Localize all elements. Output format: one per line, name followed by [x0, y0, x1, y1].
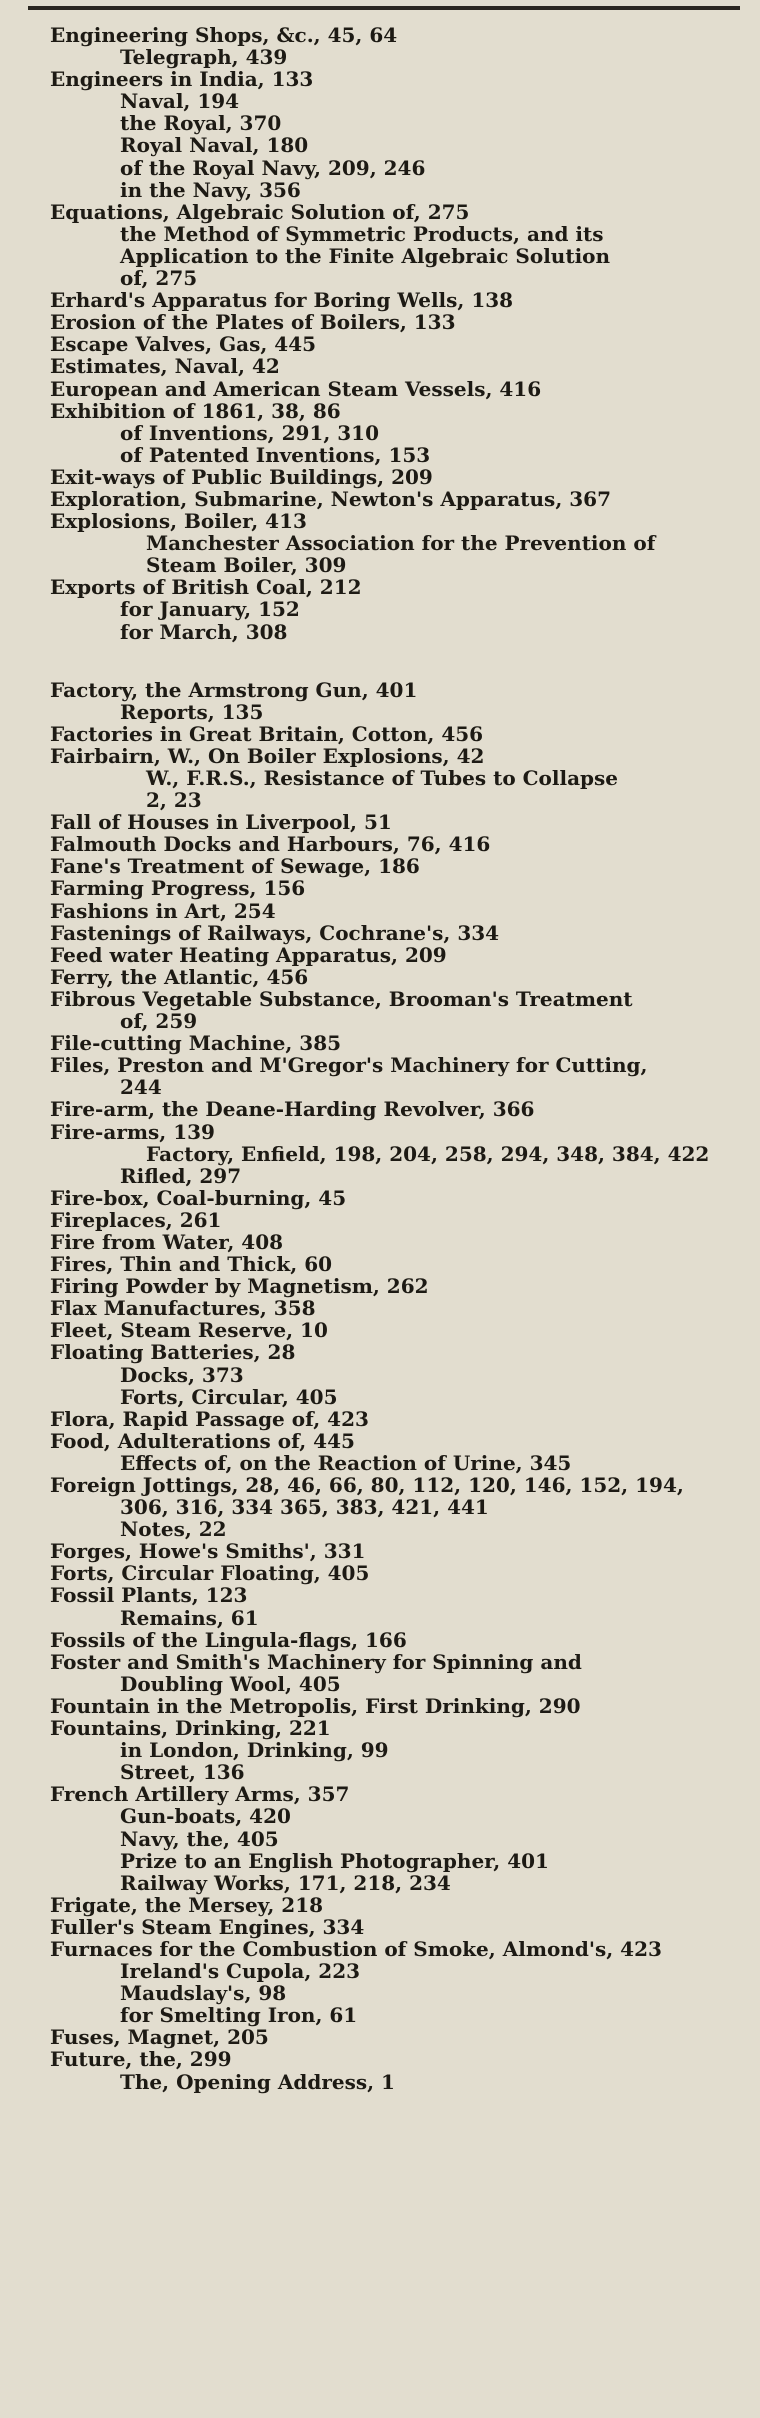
- section-gap: [50, 643, 730, 679]
- index-entry: [50, 988, 730, 1032]
- index-entry: [50, 1098, 730, 1120]
- subentry: Royal Naval, 180: [120, 133, 309, 158]
- entry-heading-line: of, 259: [120, 1009, 198, 1034]
- subentry-line: 2, 23: [146, 788, 202, 813]
- entry-heading-line: Foreign Jottings, 28, 46, 66, 80, 112, 120, 146, 152, 194,: [50, 1473, 684, 1497]
- subentry: Street, 136: [120, 1760, 245, 1785]
- index-entry: [50, 24, 730, 68]
- index-entry: [50, 1253, 730, 1275]
- index-entry: [50, 1540, 730, 1562]
- subentry: Gun-boats, 420: [120, 1804, 291, 1829]
- entry-heading-line: Files, Preston and M'Gregor's Machinery for Cutting,: [50, 1053, 648, 1078]
- entry-heading: Erhard's Apparatus for Boring Wells, 138: [50, 288, 514, 313]
- index-entry: [50, 855, 730, 877]
- index-entry: [50, 1209, 730, 1231]
- index-entry: [50, 1297, 730, 1319]
- index-entry: [50, 679, 730, 723]
- entry-heading: European and American Steam Vessels, 416: [50, 376, 542, 401]
- index-page: [50, 24, 730, 2093]
- subentry: The, Opening Address, 1: [120, 2069, 395, 2094]
- entry-heading: Fire-arm, the Deane-Harding Revolver, 366: [50, 1097, 535, 1122]
- index-entry: [50, 833, 730, 855]
- entry-heading: File-cutting Machine, 385: [50, 1031, 342, 1056]
- entry-heading: Flora, Rapid Passage of, 423: [50, 1406, 369, 1431]
- entry-heading: Engineering Shops, &c., 45, 64: [50, 23, 398, 47]
- subentry: Notes, 22: [120, 1517, 227, 1542]
- index-entry: [50, 68, 730, 201]
- index-entry: [50, 1474, 730, 1540]
- index-entry: [50, 1629, 730, 1651]
- entry-heading: Engineers in India, 133: [50, 67, 314, 92]
- index-entry: [50, 922, 730, 944]
- index-entry: [50, 877, 730, 899]
- subentry-line: Steam Boiler, 309: [146, 553, 347, 578]
- entry-heading: Fairbairn, W., On Boiler Explosions, 42: [50, 743, 485, 768]
- index-section: [50, 679, 730, 2093]
- index-entry: [50, 488, 730, 510]
- subentry: Effects of, on the Reaction of Urine, 345: [120, 1450, 572, 1475]
- subentry: for March, 308: [120, 619, 288, 644]
- subentry: Maudslay's, 98: [120, 1981, 287, 2006]
- entry-heading: Ferry, the Atlantic, 456: [50, 964, 309, 989]
- entry-heading: Erosion of the Plates of Boilers, 133: [50, 310, 456, 335]
- entry-heading: Explosions, Boiler, 413: [50, 509, 307, 534]
- entry-heading: Fall of Houses in Liverpool, 51: [50, 810, 392, 835]
- subentry-line: the Method of Symmetric Products, and its: [120, 221, 604, 246]
- entry-heading: Flax Manufactures, 358: [50, 1296, 316, 1321]
- subentry: for Smelting Iron, 61: [120, 2003, 358, 2028]
- index-entry: [50, 466, 730, 488]
- entry-heading: Fire-box, Coal-burning, 45: [50, 1185, 347, 1210]
- entry-heading: Factory, the Armstrong Gun, 401: [50, 677, 418, 702]
- entry-heading: Fossil Plants, 123: [50, 1583, 248, 1608]
- index-entry: [50, 1275, 730, 1297]
- index-entry: [50, 1894, 730, 1916]
- index-entry: [50, 1430, 730, 1474]
- entry-heading: Forts, Circular Floating, 405: [50, 1561, 370, 1586]
- subentry-line: of, 275: [120, 266, 198, 291]
- subentry: Navy, the, 405: [120, 1826, 279, 1851]
- entry-heading: Fuller's Steam Engines, 334: [50, 1914, 365, 1939]
- entry-heading: Firing Powder by Magnetism, 262: [50, 1274, 429, 1299]
- index-entry: [50, 333, 730, 355]
- index-entry: [50, 201, 730, 289]
- entry-heading: Exhibition of 1861, 38, 86: [50, 398, 341, 423]
- index-entry: [50, 2026, 730, 2048]
- index-entry: [50, 723, 730, 745]
- index-entry: [50, 400, 730, 466]
- index-entry: [50, 510, 730, 576]
- entry-heading: Food, Adulterations of, 445: [50, 1428, 355, 1453]
- entry-heading: Fires, Thin and Thick, 60: [50, 1252, 333, 1277]
- entry-heading: Fane's Treatment of Sewage, 186: [50, 854, 420, 879]
- entry-heading: Fossils of the Lingula-flags, 166: [50, 1627, 407, 1652]
- index-entry: [50, 1341, 730, 1407]
- entry-heading: Exploration, Submarine, Newton's Apparatus, 367: [50, 486, 611, 511]
- subentry: in London, Drinking, 99: [120, 1738, 389, 1763]
- index-entry: [50, 1121, 730, 1187]
- index-entry: [50, 378, 730, 400]
- subentry-line: W., F.R.S., Resistance of Tubes to Collapse: [146, 766, 619, 790]
- entry-heading: Fountain in the Metropolis, First Drinking, 290: [50, 1693, 581, 1718]
- entry-heading-line: 244: [120, 1075, 162, 1100]
- subentry: of Patented Inventions, 153: [120, 442, 431, 467]
- entry-heading: Fire-arms, 139: [50, 1119, 215, 1144]
- index-entry: [50, 2048, 730, 2092]
- subentry: Rifled, 297: [120, 1163, 242, 1188]
- subentry: of the Royal Navy, 209, 246: [120, 155, 426, 180]
- subentry-line: Application to the Finite Algebraic Solution: [120, 243, 611, 268]
- index-entry: [50, 1938, 730, 2026]
- entry-heading: Falmouth Docks and Harbours, 76, 416: [50, 832, 491, 857]
- index-entry: [50, 1408, 730, 1430]
- index-entry: [50, 311, 730, 333]
- entry-heading: Feed water Heating Apparatus, 209: [50, 942, 447, 967]
- subentry: for January, 152: [120, 597, 300, 622]
- subentry: Naval, 194: [120, 89, 240, 114]
- index-entry: [50, 745, 730, 811]
- entry-heading: Forges, Howe's Smiths', 331: [50, 1539, 366, 1564]
- index-entry: [50, 1562, 730, 1584]
- entry-heading: Furnaces for the Combustion of Smoke, Almond's, 423: [50, 1936, 662, 1961]
- index-entry: [50, 1916, 730, 1938]
- entry-heading: Floating Batteries, 28: [50, 1340, 296, 1365]
- subentry: Docks, 373: [120, 1362, 244, 1387]
- entry-heading: Frigate, the Mersey, 218: [50, 1892, 324, 1917]
- entry-heading: Future, the, 299: [50, 2047, 232, 2072]
- entry-heading: Fire from Water, 408: [50, 1229, 284, 1254]
- entry-heading: Farming Progress, 156: [50, 876, 306, 901]
- entry-heading: Estimates, Naval, 42: [50, 354, 280, 379]
- index-entry: [50, 1651, 730, 1695]
- subentry: Remains, 61: [120, 1605, 259, 1630]
- entry-heading-line: Doubling Wool, 405: [120, 1671, 341, 1696]
- index-entry: [50, 811, 730, 833]
- index-entry: [50, 576, 730, 642]
- index-entry: [50, 1783, 730, 1893]
- subentry-line: Manchester Association for the Prevention of: [146, 531, 656, 556]
- subentry: in the Navy, 356: [120, 177, 301, 202]
- index-entry: [50, 1584, 730, 1628]
- entry-heading: Fuses, Magnet, 205: [50, 2025, 269, 2050]
- subentry: Telegraph, 439: [120, 45, 288, 70]
- subentry: the Royal, 370: [120, 111, 282, 136]
- index-section: [50, 24, 730, 643]
- subentry: Ireland's Cupola, 223: [120, 1959, 361, 1984]
- index-entry: [50, 1717, 730, 1783]
- entry-heading-line: Fibrous Vegetable Substance, Brooman's Treatment: [50, 986, 633, 1011]
- index-entry: [50, 355, 730, 377]
- index-entry: [50, 966, 730, 988]
- entry-heading: Fastenings of Railways, Cochrane's, 334: [50, 920, 500, 945]
- top-rule: [28, 6, 740, 10]
- index-entry: [50, 1054, 730, 1098]
- entry-heading-line: Foster and Smith's Machinery for Spinning and: [50, 1649, 582, 1674]
- entry-heading: Escape Valves, Gas, 445: [50, 332, 317, 357]
- entry-heading: Fleet, Steam Reserve, 10: [50, 1318, 328, 1343]
- index-entry: [50, 1032, 730, 1054]
- entry-heading: Exports of British Coal, 212: [50, 575, 362, 600]
- index-entry: [50, 1187, 730, 1209]
- entry-heading: Exit-ways of Public Buildings, 209: [50, 464, 433, 489]
- entry-heading: French Artillery Arms, 357: [50, 1782, 350, 1807]
- subentry: Reports, 135: [120, 699, 264, 724]
- index-entry: [50, 1695, 730, 1717]
- subentry: Prize to an English Photographer, 401: [120, 1848, 549, 1873]
- subentry: of Inventions, 291, 310: [120, 420, 380, 445]
- entry-heading: Factories in Great Britain, Cotton, 456: [50, 721, 484, 746]
- index-entry: [50, 1319, 730, 1341]
- subentry: Factory, Enfield, 198, 204, 258, 294, 348, 384, 422: [146, 1141, 710, 1166]
- index-entry: [50, 289, 730, 311]
- index-entry: [50, 1231, 730, 1253]
- entry-heading: Fireplaces, 261: [50, 1207, 222, 1232]
- entry-heading: Fashions in Art, 254: [50, 898, 276, 923]
- index-entry: [50, 944, 730, 966]
- entry-heading: Equations, Algebraic Solution of, 275: [50, 199, 470, 224]
- entry-heading: Fountains, Drinking, 221: [50, 1716, 331, 1741]
- entry-heading-line: 306, 316, 334 365, 383, 421, 441: [120, 1495, 489, 1520]
- subentry: Railway Works, 171, 218, 234: [120, 1870, 451, 1895]
- subentry: Forts, Circular, 405: [120, 1384, 338, 1409]
- index-entry: [50, 900, 730, 922]
